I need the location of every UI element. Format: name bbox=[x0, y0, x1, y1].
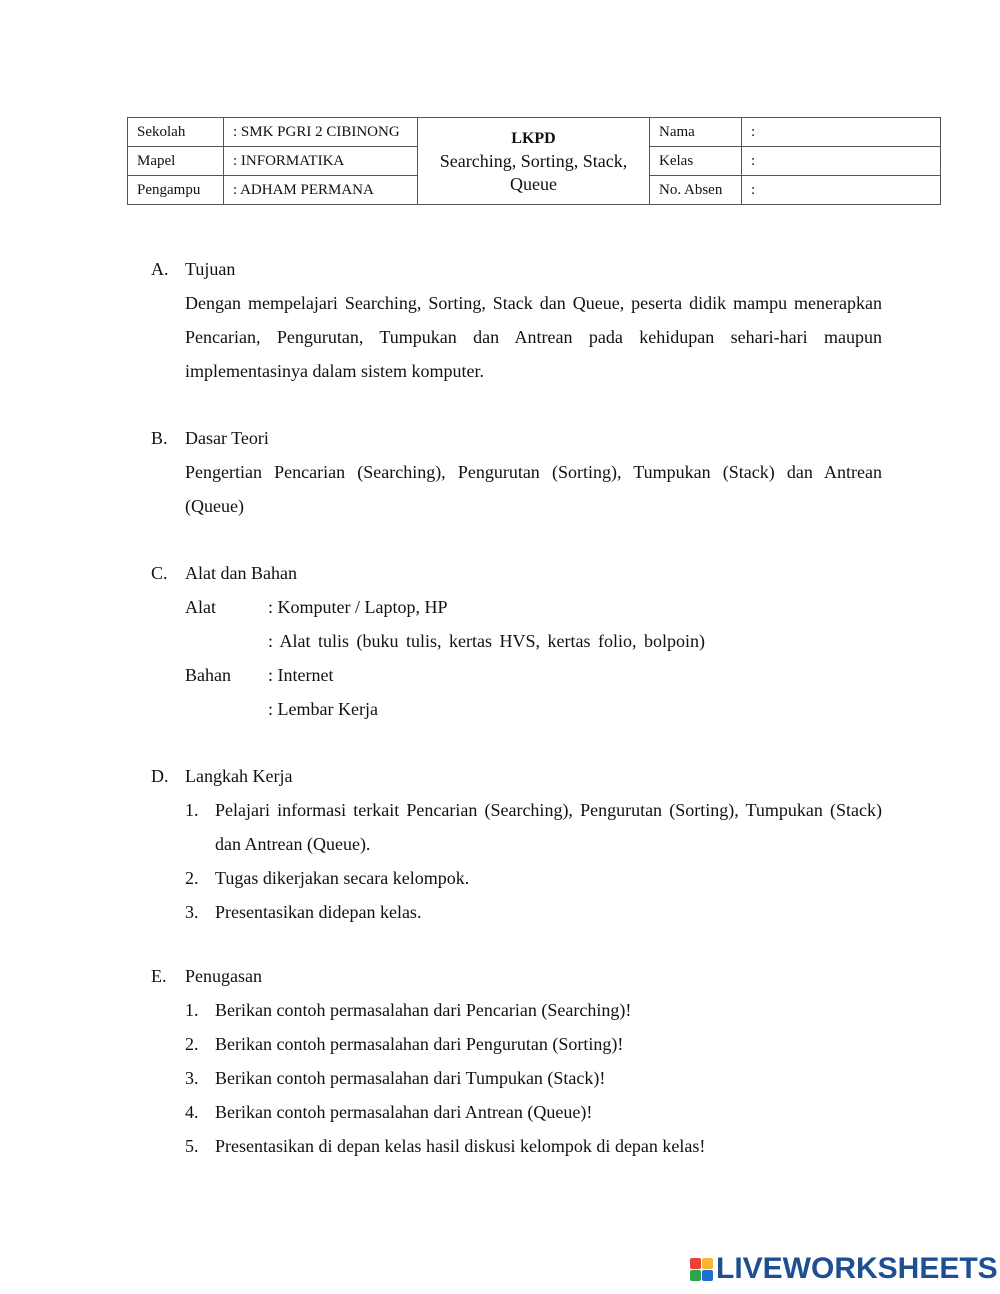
section-title: Alat dan Bahan bbox=[185, 563, 297, 583]
section-letter: C. bbox=[151, 563, 168, 583]
material-key: Bahan bbox=[185, 665, 231, 685]
list-text: Berikan contoh permasalahan dari Pencarian (Searching)! bbox=[215, 1000, 632, 1020]
name-value[interactable]: : bbox=[742, 118, 941, 147]
school-value: : SMK PGRI 2 CIBINONG bbox=[224, 118, 418, 147]
list-text: Berikan contoh permasalahan dari Antrean (Queue)! bbox=[215, 1102, 593, 1122]
class-label: Kelas bbox=[650, 147, 742, 176]
logo-block bbox=[702, 1270, 713, 1281]
list-number: 2. bbox=[185, 868, 199, 888]
class-value[interactable]: : bbox=[742, 147, 941, 176]
section-letter: A. bbox=[151, 259, 169, 279]
worksheet-title: LKPD bbox=[511, 129, 556, 147]
section-title: Dasar Teori bbox=[185, 428, 269, 448]
list-number: 2. bbox=[185, 1034, 199, 1054]
school-label: Sekolah bbox=[128, 118, 224, 147]
section-paragraph: Pengertian Pencarian (Searching), Pengurutan (Sorting), Tumpukan (Stack) dan Antrean (Queue) bbox=[185, 462, 882, 516]
section-letter: E. bbox=[151, 966, 167, 986]
list-number: 1. bbox=[185, 1000, 199, 1020]
material-value: : Internet bbox=[268, 665, 334, 685]
logo-block bbox=[702, 1258, 713, 1269]
absen-value[interactable]: : bbox=[742, 176, 941, 205]
list-text: Tugas dikerjakan secara kelompok. bbox=[215, 868, 470, 888]
absen-label: No. Absen bbox=[650, 176, 742, 205]
section-title: Penugasan bbox=[185, 966, 262, 986]
logo-blocks-icon bbox=[690, 1258, 713, 1281]
logo-text: LIVEWORKSHEETS bbox=[716, 1252, 998, 1285]
header-table bbox=[127, 117, 941, 205]
list-number: 5. bbox=[185, 1136, 199, 1156]
list-number: 3. bbox=[185, 1068, 199, 1088]
section-letter: D. bbox=[151, 766, 169, 786]
list-text: Presentasikan di depan kelas hasil diskusi kelompok di depan kelas! bbox=[215, 1136, 706, 1156]
section-paragraph: Dengan mempelajari Searching, Sorting, Stack dan Queue, peserta didik mampu menerapkan Pencarian, Pengurutan, Tumpukan dan Antrean pada kehidupan sehari-hari maupun implementasinya dalam sistem komputer. bbox=[185, 293, 882, 381]
list-text: Berikan contoh permasalahan dari Tumpukan (Stack)! bbox=[215, 1068, 606, 1088]
section-title: Langkah Kerja bbox=[185, 766, 293, 786]
logo-block bbox=[690, 1258, 701, 1269]
logo-block bbox=[690, 1270, 701, 1281]
section-title: Tujuan bbox=[185, 259, 236, 279]
worksheet-title-cell bbox=[418, 118, 650, 205]
list-number: 3. bbox=[185, 902, 199, 922]
list-text: Presentasikan didepan kelas. bbox=[215, 902, 422, 922]
worksheet-subtitle: Searching, Sorting, Stack, Queue bbox=[439, 150, 628, 194]
tool-value: : Alat tulis (buku tulis, kertas HVS, kertas folio, bolpoin) bbox=[268, 631, 705, 651]
list-text: Berikan contoh permasalahan dari Pengurutan (Sorting)! bbox=[215, 1034, 624, 1054]
subject-value: : INFORMATIKA bbox=[224, 147, 418, 176]
list-text: Pelajari informasi terkait Pencarian (Searching), Pengurutan (Sorting), Tumpukan (Stack) dan Antrean (Queue). bbox=[215, 800, 882, 854]
list-number: 1. bbox=[185, 800, 199, 820]
teacher-label: Pengampu bbox=[128, 176, 224, 205]
material-value: : Lembar Kerja bbox=[268, 699, 378, 719]
subject-label: Mapel bbox=[128, 147, 224, 176]
tool-value: : Komputer / Laptop, HP bbox=[268, 597, 448, 617]
liveworksheets-logo bbox=[690, 1252, 998, 1286]
teacher-value: : ADHAM PERMANA bbox=[224, 176, 418, 205]
list-number: 4. bbox=[185, 1102, 199, 1122]
tool-key: Alat bbox=[185, 597, 216, 617]
section-letter: B. bbox=[151, 428, 168, 448]
name-label: Nama bbox=[650, 118, 742, 147]
